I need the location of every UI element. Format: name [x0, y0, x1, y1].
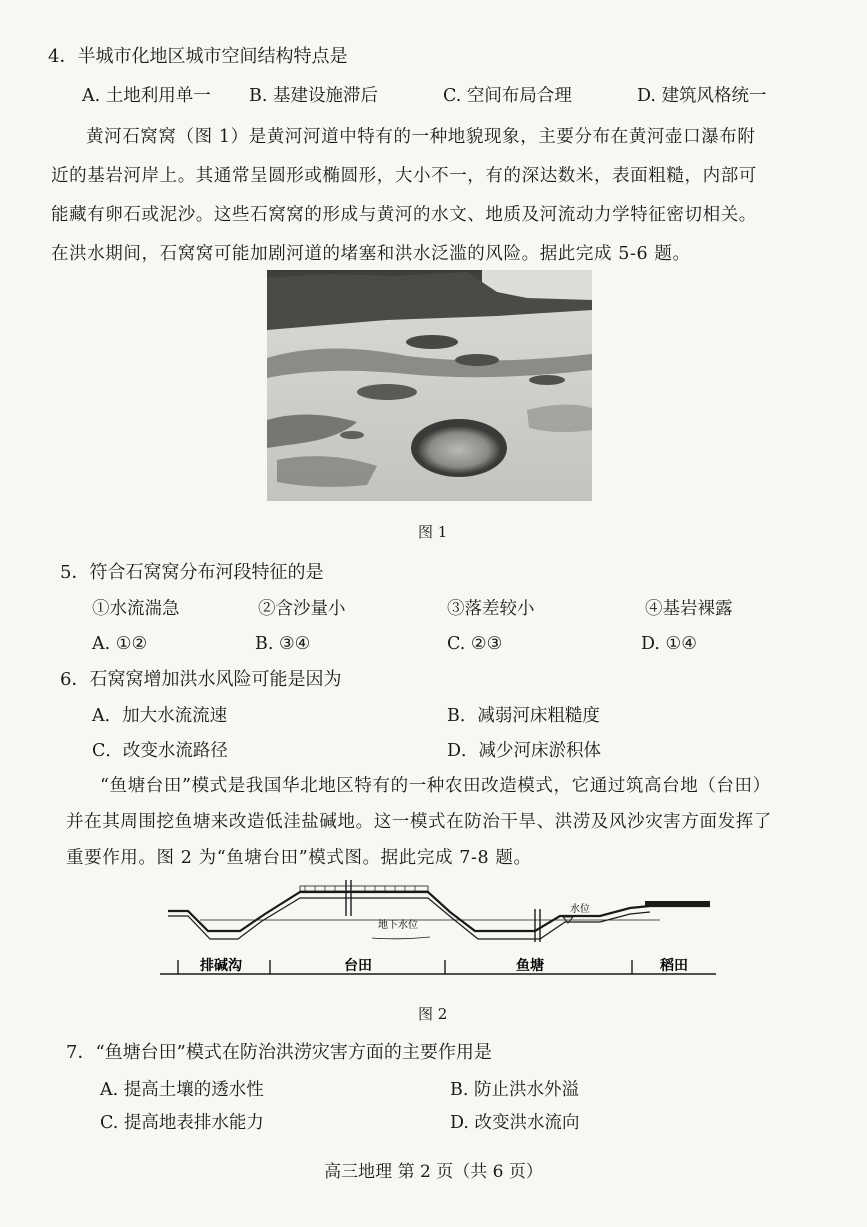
passage1-line-3: 能藏有卵石或泥沙。这些石窝窝的形成与黄河的水文、地质及河流动力学特征密切相关。 — [51, 205, 757, 225]
q7-option-b: B. 防止洪水外溢 — [450, 1080, 579, 1100]
q4-option-d: D. 建筑风格统一 — [637, 86, 767, 106]
q4-stem: 4．半城市化地区城市空间结构特点是 — [48, 46, 348, 67]
groundwater-wave — [372, 937, 430, 939]
q4-option-b: B. 基建设施滞后 — [249, 86, 378, 106]
paddy-field-band — [645, 901, 710, 906]
q7-stem: 7．“鱼塘台田”模式在防治洪涝灾害方面的主要作用是 — [66, 1042, 492, 1063]
section-label-pond: 鱼塘 — [516, 958, 544, 974]
figure1-caption: 图 1 — [418, 523, 448, 541]
terrace-crop-hatch — [305, 886, 415, 891]
q6-stem: 6．石窝窝增加洪水风险可能是因为 — [60, 669, 342, 690]
q4-option-c: C. 空间布局合理 — [443, 86, 572, 106]
figure1-photo — [267, 270, 592, 501]
passage2-line-1: “鱼塘台田”模式是我国华北地区特有的一种农田改造模式，它通过筑高台地（台田） — [100, 776, 771, 796]
figure2-diagram — [160, 876, 720, 980]
q5-stem: 5．符合石窝窝分布河段特征的是 — [60, 562, 324, 583]
q5-item-2: ②含沙量小 — [258, 599, 346, 619]
q4-option-a: A. 土地利用单一 — [82, 86, 211, 106]
section-label-terrace: 台田 — [344, 958, 372, 974]
figure2-caption: 图 2 — [418, 1005, 448, 1023]
q5-item-4: ④基岩裸露 — [645, 599, 733, 619]
q6-option-d: D．减少河床淤积体 — [447, 741, 602, 761]
passage2-line-2: 并在其周围挖鱼塘来改造低洼盐碱地。这一模式在防治干旱、洪涝及风沙灾害方面发挥了 — [66, 812, 772, 832]
q5-option-a: A. ①② — [92, 634, 148, 654]
q5-option-b: B. ③④ — [255, 634, 311, 654]
q5-option-c: C. ②③ — [447, 634, 503, 654]
water-level-label: 水位 — [570, 904, 590, 915]
page-footer: 高三地理 第 2 页（共 6 页） — [324, 1162, 543, 1182]
q7-option-c: C. 提高地表排水能力 — [100, 1113, 264, 1133]
q5-item-1: ①水流湍急 — [92, 599, 180, 619]
q7-option-d: D. 改变洪水流向 — [450, 1113, 580, 1133]
passage1-line-4: 在洪水期间，石窝窝可能加剧河道的堵塞和洪水泛滥的风险。据此完成 5-6 题。 — [51, 244, 691, 264]
q5-item-3: ③落差较小 — [447, 599, 535, 619]
section-label-paddy: 稻田 — [660, 958, 688, 974]
terrace-crop-band — [300, 886, 428, 891]
q6-option-a: A．加大水流流速 — [92, 706, 228, 726]
ground-profile-line — [168, 892, 710, 931]
passage1-line-1: 黄河石窝窝（图 1）是黄河河道中特有的一种地貌现象，主要分布在黄河壶口瀑布附 — [86, 127, 756, 147]
section-label-drain: 排碱沟 — [200, 958, 242, 974]
passage1-line-2: 近的基岩河岸上。其通常呈圆形或椭圆形，大小不一，有的深达数米，表面粗糙，内部可 — [51, 166, 757, 186]
q6-option-c: C．改变水流路径 — [92, 741, 228, 761]
q6-option-b: B．减弱河床粗糙度 — [447, 706, 600, 726]
q5-option-d: D. ①④ — [641, 634, 697, 654]
q7-option-a: A. 提高土壤的透水性 — [100, 1080, 264, 1100]
groundwater-label: 地下水位 — [378, 920, 418, 931]
passage2-line-3: 重要作用。图 2 为“鱼塘台田”模式图。据此完成 7-8 题。 — [66, 848, 532, 868]
